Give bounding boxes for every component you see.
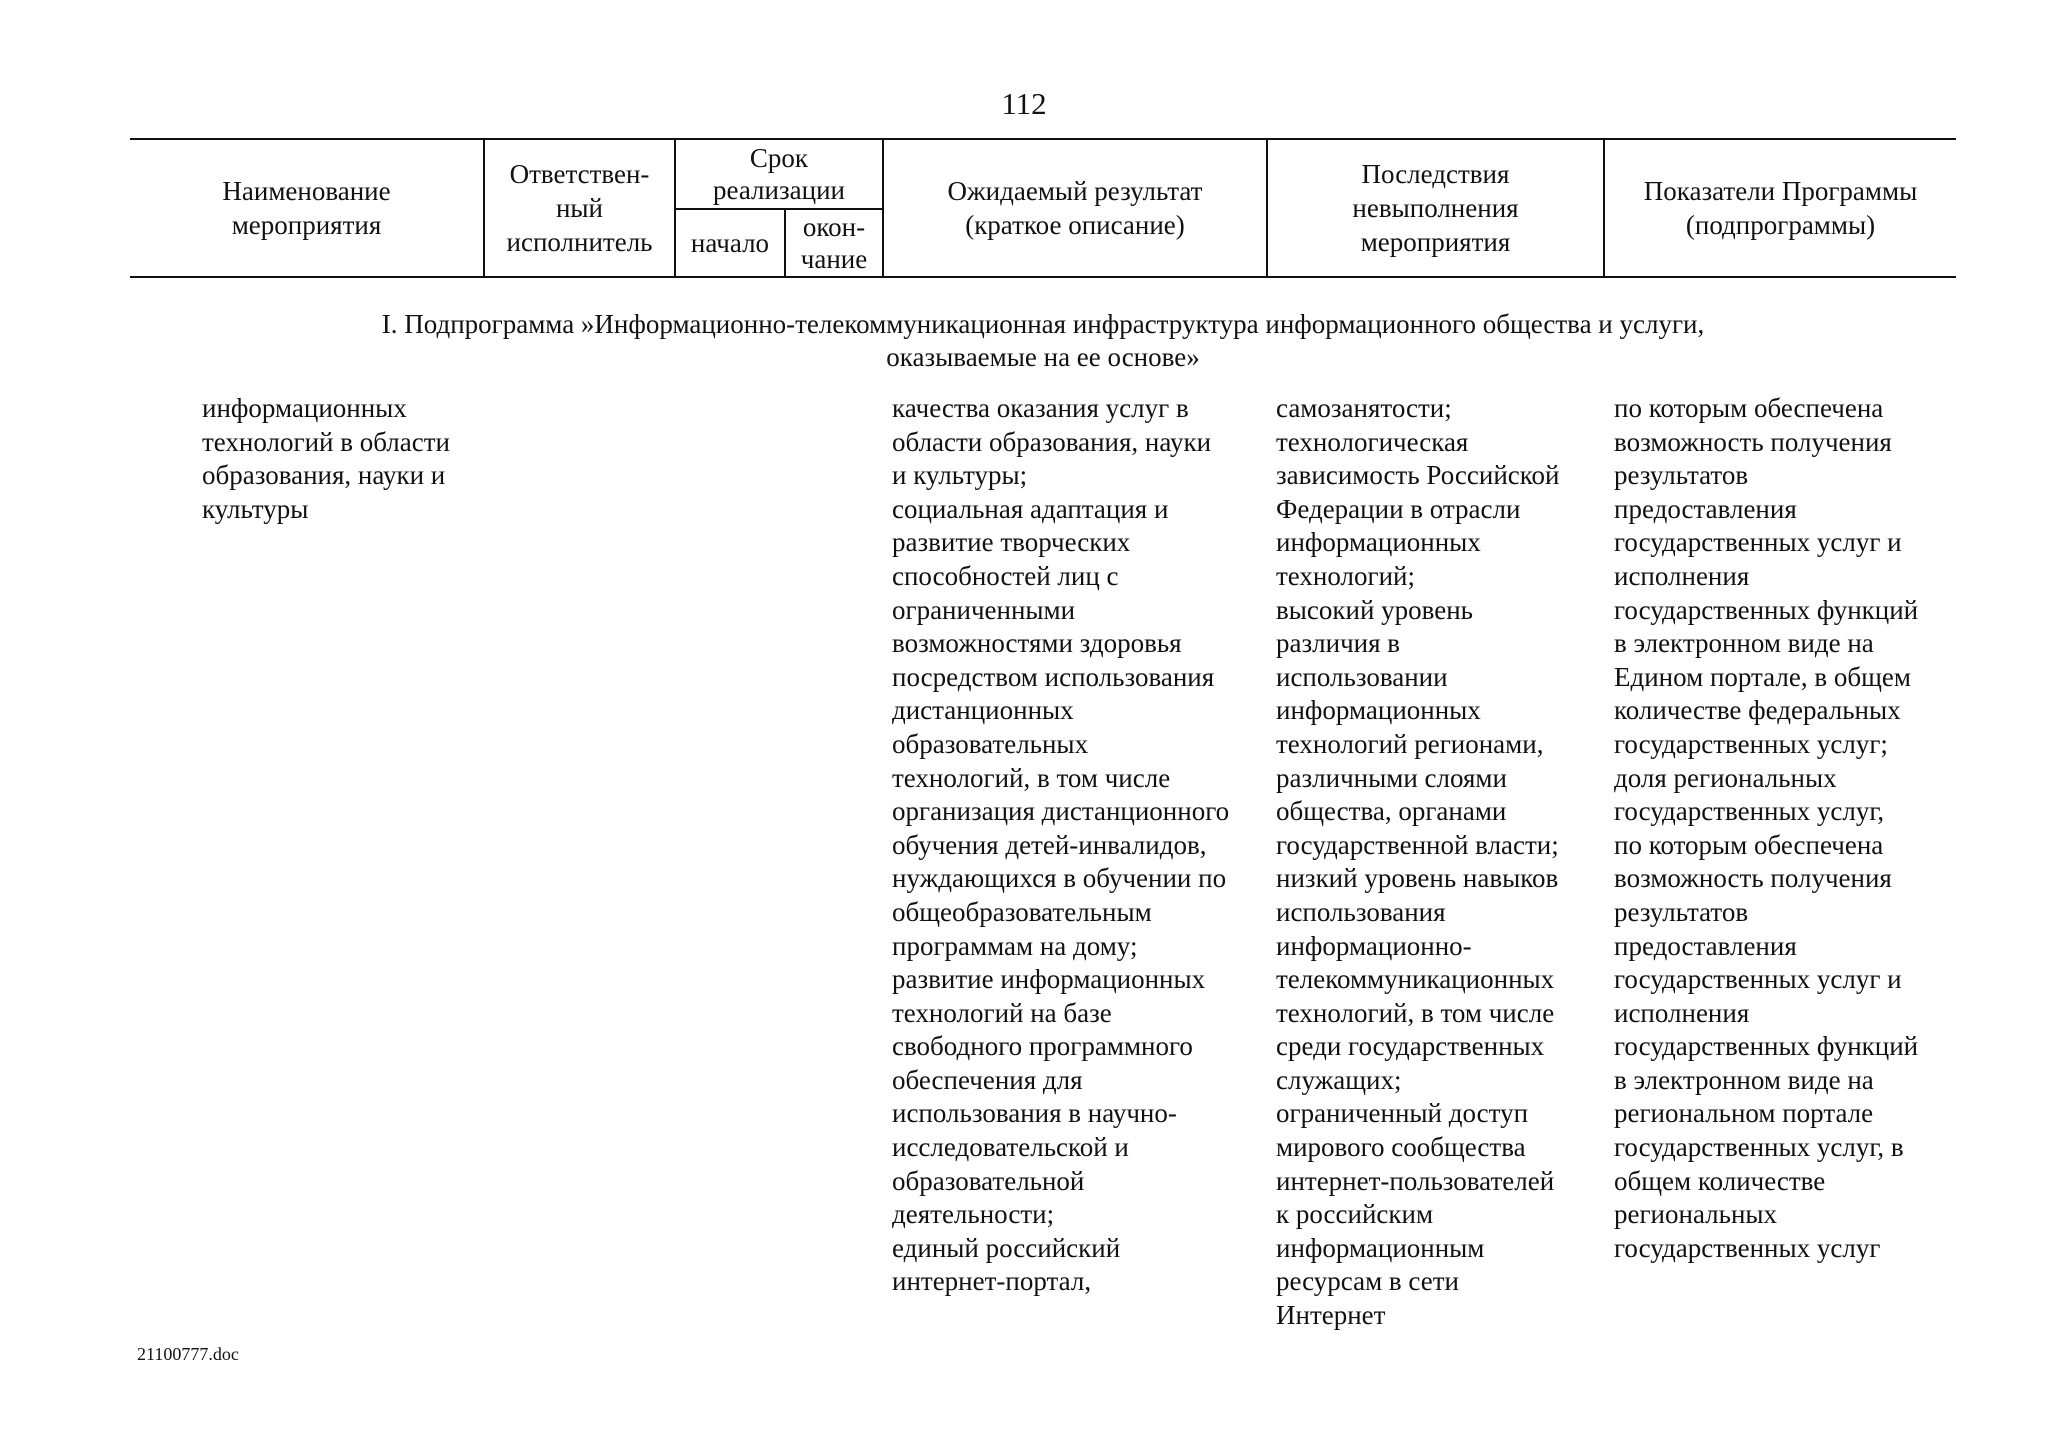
header-term-start: начало: [690, 228, 770, 258]
cell-expected-result: качества оказания услуг в области образования, науки и культуры; социальная адаптация и развитие творческих способностей лиц с ограниченными возможностями здоровья посредством использования дистанционных образовательных технологий, в том числе организация дистанционного обучения детей-инвалидов, нуждающихся в обучении по общеобразовательным программам на дому; развитие информационных технологий на базе свободного программного обеспечения для использования в научно- исследовательской и образовательной деятельности; единый российский интернет-портал,: [892, 393, 1230, 1297]
header-executor: Ответствен- ный исполнитель: [506, 159, 653, 257]
section-title: I. Подпрограмма »Информационно-телекоммуникационная инфраструктура информационного общества и услуги, оказываемые на ее основе»: [381, 309, 1705, 372]
header-indicators: Показатели Программы (подпрограммы): [1643, 176, 1918, 240]
table-header: [130, 138, 1956, 278]
header-result: Ожидаемый результат (краткое описание): [947, 176, 1203, 240]
document-code: 21100777.doc: [137, 1344, 239, 1364]
header-term: Срок реализации: [713, 143, 845, 205]
header-consequences: Последствия невыполнения мероприятия: [1352, 159, 1519, 257]
cell-consequences: самозанятости; технологическая зависимость Российской Федерации в отрасли информационных технологий; высокий уровень различия в использовании информационных технологий регионами, различными слоями общества, органами государственной власти; низкий уровень навыков использования информационно- телекоммуникационных технологий, в том числе среди государственных служащих; ограниченный доступ мирового сообщества интернет-пользователей к российским информационным ресурсам в сети Интернет: [1276, 393, 1560, 1331]
header-name: Наименование мероприятия: [222, 176, 391, 240]
page-number: 112: [1001, 86, 1047, 121]
cell-event-name: информационных технологий в области образования, науки и культуры: [202, 393, 450, 524]
cell-indicators: по которым обеспечена возможность получения результатов предоставления государственных услуг и исполнения государственных функций в электронном виде на Едином портале, в общем количестве федеральных государственных услуг; доля региональных государственных услуг, по которым обеспечена возможность получения результатов предоставления государственных услуг и исполнения государственных функций в электронном виде на региональном портале государственных услуг, в общем количестве региональных государственных услуг: [1614, 393, 1919, 1263]
header-term-end: окон- чание: [800, 212, 868, 274]
